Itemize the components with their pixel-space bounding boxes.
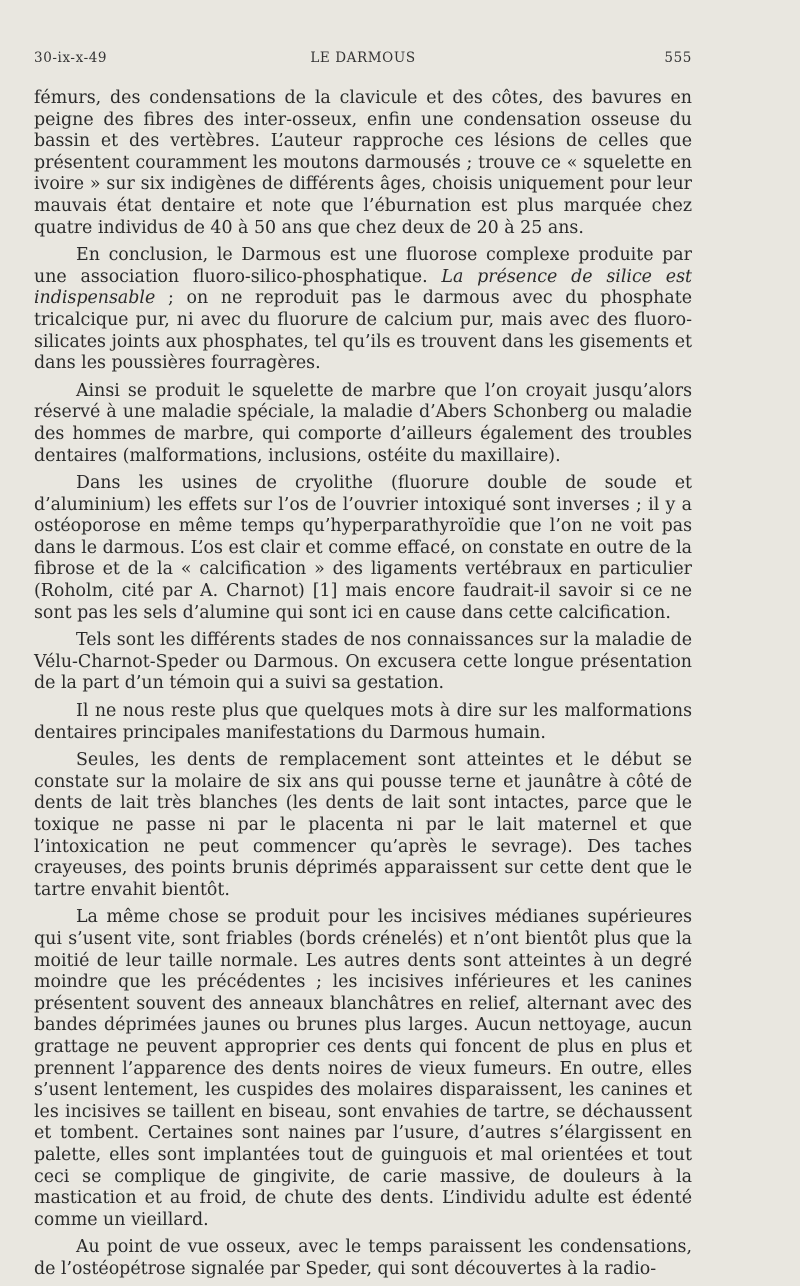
emphasis-text: La présence de silice est indispensable [34,266,692,309]
paragraph-text: En conclusion, le Darmous est une fluorose complexe produite par une association fluoro-silico-phosphatique. [34,245,692,287]
header-title: LE DARMOUS [310,50,416,66]
header-date: 30-ix-x-49 [34,50,108,66]
paragraph: La même chose se produit pour les incisives médianes supérieures qui s’usent vite, sont friables (bords crénelés) et n’ont bientôt plus que la moitié de leur taille normale. Les autres dents sont atteintes à un degré moindre que les précédentes ; les incisives inférieures et les canines présentent souvent des anneaux blanchâtres en relief, alternant avec des bandes déprimées jaunes ou brunes plus larges. Aucun nettoyage, aucun grattage ne peuvent approprier ces dents qui foncent de plus en plus et prennent l’apparence des dents noires de vieux fumeurs. En outre, elles s’usent lentement, les cuspides des molaires disparaissent, les canines et les incisives se taillent en biseau, sont envahies de tartre, se déchaussent et tombent. Certaines sont naines par l’usure, d’autres s’élargissent en palette, elles sont implantées tout de guinguois et mal orientées et tout ceci se complique de gingivite, de carie massive, de douleurs à la mastication et au froid, de chute des dents. L’individu adulte est édenté comme un vieillard. [34,907,692,1230]
paragraph: Tels sont les différents stades de nos connaissances sur la maladie de Vélu-Charnot-Speder ou Darmous. On excusera cette longue présentation de la part d’un témoin qui a suivi sa gestation. [34,630,692,694]
paragraph: Ainsi se produit le squelette de marbre que l’on croyait jusqu’alors réservé à une maladie spéciale, la maladie d’Abers Schonberg ou maladie des hommes de marbre, qui comporte d’ailleurs également des troubles dentaires (malformations, inclusions, ostéite du maxillaire). [34,380,692,466]
paragraph: Seules, les dents de remplacement sont atteintes et le début se constate sur la molaire de six ans qui pousse terne et jaunâtre à côté de dents de lait très blanches (les dents de lait sont intactes, parce que le toxique ne passe ni par le placenta ni par le lait maternel et que l’intoxication ne peut commencer qu’après le sevrage). Des taches crayeuses, des points brunis déprimés apparaissent sur cette dent que le tartre envahit bientôt. [34,750,692,900]
paragraph: Au point de vue osseux, avec le temps paraissent les condensations, de l’ostéopétrose signalée par Speder, qui sont découvertes à la radio- [34,1237,692,1279]
body-text [34,88,692,1286]
running-header [34,50,692,74]
paragraph: Dans les usines de cryolithe (fluorure double de soude et d’aluminium) les effets sur l’os de l’ouvrier intoxiqué sont inverses ; il y a ostéoporose en même temps qu’hyperparathyroïdie que l’on ne voit pas dans le darmous. L’os est clair et comme effacé, on constate en outre de la fibrose et de la « calcification » des ligaments vertébraux en particulier (Roholm, cité par A. Charnot) [1] mais encore faudrait-il savoir si ce ne sont pas les sels d’alumine qui sont ici en cause dans cette calcification. [34,473,692,623]
paragraph [34,245,692,375]
paragraph: Il ne nous reste plus que quelques mots à dire sur les malformations dentaires principales manifestations du Darmous humain. [34,701,692,743]
page-number: 555 [664,50,692,66]
paragraph: fémurs, des condensations de la clavicule et des côtes, des bavures en peigne des fibres des inter-osseux, enfin une condensation osseuse du bassin et des vertèbres. L’auteur rapproche ces lésions de celles que présentent couramment les moutons darmousés ; trouve ce « squelette en ivoire » sur six indigènes de différents âges, choisis uniquement pour leur mauvais état dentaire et note que l’éburnation est plus marquée chez quatre individus de 40 à 50 ans que chez deux de 20 à 25 ans. [34,88,692,238]
paragraph-text: ; on ne reproduit pas le darmous avec du phosphate tricalcique pur, ni avec du fluorure de calcium pur, mais avec des fluoro-silicates joints aux phosphates, tel qu’ils es trouvent dans les gisements et dans les poussières fourragères. [34,288,692,374]
